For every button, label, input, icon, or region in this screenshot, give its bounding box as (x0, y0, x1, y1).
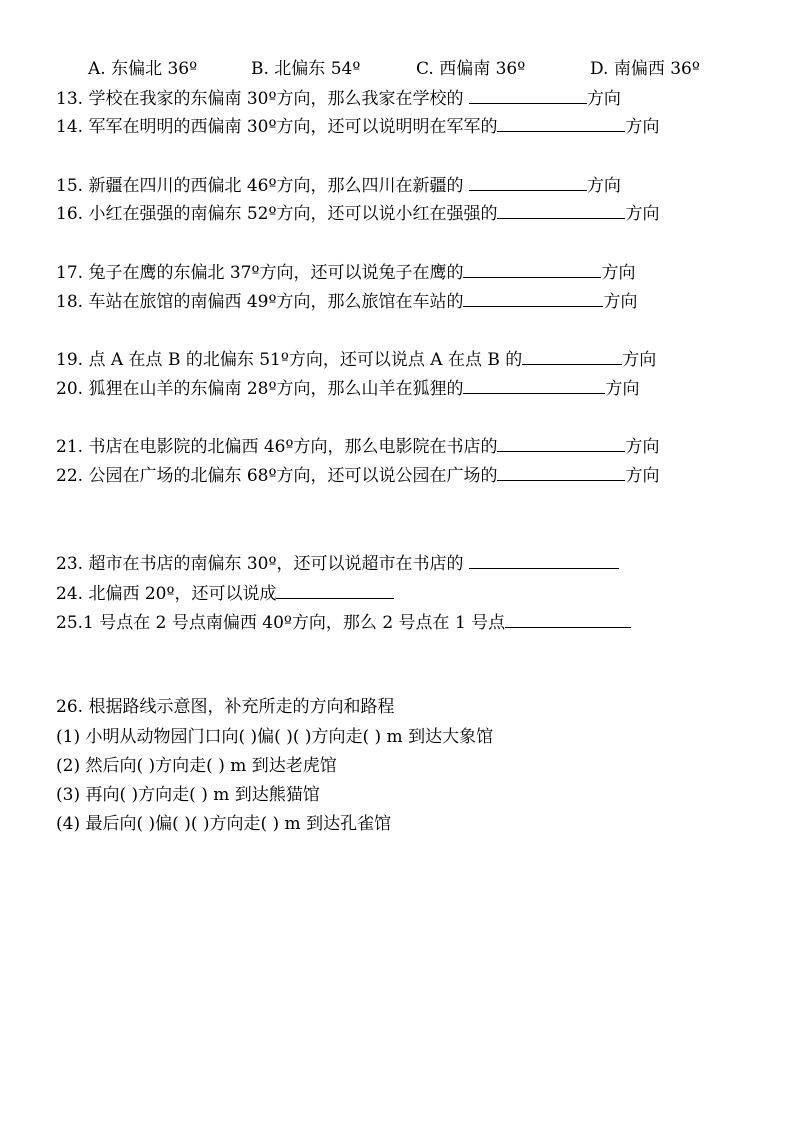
question-26-step-3: (3) 再向( )方向走( ) m 到达熊猫馆 (56, 785, 320, 805)
answer-blank[interactable] (497, 464, 625, 481)
answer-blank[interactable] (469, 552, 619, 569)
answer-blank[interactable] (497, 115, 625, 132)
answer-blank[interactable] (463, 377, 605, 394)
question-20: 20. 狐狸在山羊的东偏南 28º方向，那么山羊在狐狸的 方向 (56, 379, 640, 399)
question-22: 22. 公园在广场的北偏东 68º方向，还可以说公园在广场的 方向 (56, 466, 660, 486)
answer-blank[interactable] (505, 611, 631, 628)
answer-options (88, 58, 700, 80)
answer-blank[interactable] (497, 202, 625, 219)
question-16: 16. 小红在强强的南偏东 52º方向，还可以说小红在强强的 方向 (56, 204, 660, 224)
question-23: 23. 超市在书店的南偏东 30º，还可以说超市在书店的 (56, 552, 619, 574)
question-26-step-2: (2) 然后向( )方向走( ) m 到达老虎馆 (56, 756, 337, 776)
answer-blank[interactable] (497, 435, 625, 452)
answer-blank[interactable] (522, 348, 622, 365)
question-21: 21. 书店在电影院的北偏西 46º方向，那么电影院在书店的 方向 (56, 437, 660, 457)
question-26-step-1: (1) 小明从动物园门口向( )偏( )( )方向走( ) m 到达大象馆 (56, 727, 494, 747)
question-26-title: 26. 根据路线示意图，补充所走的方向和路程 (56, 697, 395, 717)
answer-blank[interactable] (463, 290, 603, 307)
fill-in-parentheses[interactable]: ( )方向走( ) m 到达熊猫馆 (119, 785, 320, 805)
fill-in-parentheses[interactable]: ( )方向走( ) m 到达老虎馆 (136, 756, 337, 776)
option-b: B. 北偏东 54º (251, 59, 361, 79)
question-18: 18. 车站在旅馆的南偏西 49º方向，那么旅馆在车站的 方向 (56, 292, 638, 312)
option-a: A. 东偏北 36º (88, 59, 198, 79)
answer-blank[interactable] (469, 87, 587, 104)
question-24: 24. 北偏西 20º，还可以说成 (56, 582, 394, 604)
question-26-step-4: (4) 最后向( )偏( )( )方向走( ) m 到达孔雀馆 (56, 814, 392, 834)
question-25: 25.1 号点在 2 号点南偏西 40º方向，那么 2 号点在 1 号点 (56, 611, 631, 633)
fill-in-parentheses[interactable]: ( )偏( )( )方向走( ) m 到达孔雀馆 (136, 814, 392, 834)
option-d: D. 南偏西 36º (590, 59, 700, 79)
question-17: 17. 兔子在鹰的东偏北 37º方向，还可以说兔子在鹰的 方向 (56, 263, 636, 283)
question-14: 14. 军军在明明的西偏南 30º方向，还可以说明明在军军的 方向 (56, 117, 660, 137)
answer-blank[interactable] (463, 261, 601, 278)
fill-in-parentheses[interactable]: ( )偏( )( )方向走( ) m 到达大象馆 (238, 727, 494, 747)
question-15: 15. 新疆在四川的西偏北 46º方向，那么四川在新疆的 方向 (56, 176, 621, 196)
option-c: C. 西偏南 36º (416, 59, 526, 79)
question-19: 19. 点 A 在点 B 的北偏东 51º方向，还可以说点 A 在点 B 的 方向 (56, 350, 657, 370)
answer-blank[interactable] (276, 582, 394, 599)
question-13: 13. 学校在我家的东偏南 30º方向，那么我家在学校的 方向 (56, 89, 621, 109)
answer-blank[interactable] (469, 174, 587, 191)
